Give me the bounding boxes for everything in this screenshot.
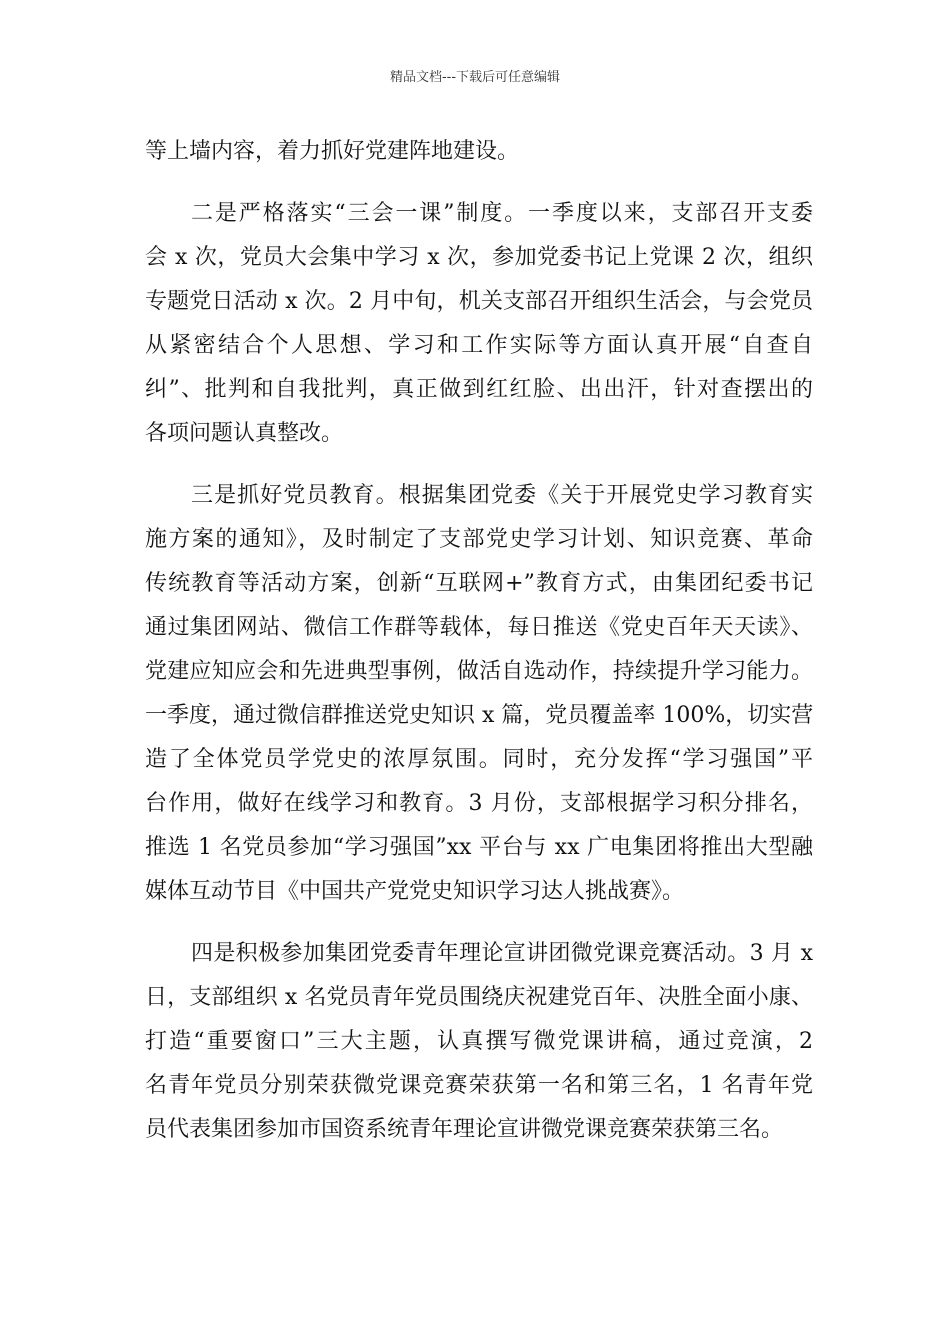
paragraph-1 [145,130,813,174]
text-line: 专题党日活动 x 次。2 月中旬，机关支部召开组织生活会，与会党员 [145,289,813,314]
document-body [145,130,813,1152]
text-line: 名青年党员分别荣获微党课竞赛荣获第一名和第三名，1 名青年党 [145,1073,813,1098]
text-line: 一季度，通过微信群推送党史知识 x 篇，党员覆盖率 100%，切实营 [145,703,814,728]
text-line: 党建应知应会和先进典型事例，做活自选动作，持续提升学习能力。 [145,659,813,684]
text-line: 施方案的通知》，及时制定了支部党史学习计划、知识竞赛、革命 [145,527,813,552]
text-line: 推选 1 名党员参加“学习强国”xx 平台与 xx 广电集团将推出大型融 [145,835,813,860]
text-line: 各项问题认真整改。 [145,421,344,446]
text-line: 纠”、批判和自我批判，真正做到红红脸、出出汗，针对查摆出的 [145,377,813,402]
text-line: 台作用，做好在线学习和教育。3 月份，支部根据学习积分排名， [145,791,813,816]
text-line: 从紧密结合个人思想、学习和工作实际等方面认真开展“自查自 [145,333,813,358]
text-line: 媒体互动节目《中国共产党党史知识学习达人挑战赛》。 [145,879,685,904]
paragraph-4 [145,932,813,1152]
text-line: 二是严格落实“三会一课”制度。一季度以来，支部召开支委 [191,201,813,226]
text-line: 三是抓好党员教育。根据集团党委《关于开展党史学习教育实 [191,483,813,508]
text-line: 会 x 次，党员大会集中学习 x 次，参加党委书记上党课 2 次，组织 [145,245,813,270]
paragraph-3 [145,474,813,914]
page-header: 精品文档---下载后可任意编辑 [389,70,561,85]
paragraph-2 [145,192,813,456]
text-line: 造了全体党员学党史的浓厚氛围。同时，充分发挥“学习强国”平 [145,747,813,772]
text-line: 通过集团网站、微信工作群等载体，每日推送《党史百年天天读》、 [145,615,813,640]
text-line: 传统教育等活动方案，创新“互联网+”教育方式，由集团纪委书记 [145,571,813,596]
text-line: 员代表集团参加市国资系统青年理论宣讲微党课竞赛荣获第三名。 [145,1117,784,1142]
text-line: 四是积极参加集团党委青年理论宣讲团微党课竞赛活动。3 月 x [191,941,813,966]
text-line: 日，支部组织 x 名党员青年党员围绕庆祝建党百年、决胜全面小康、 [145,985,813,1010]
text-line: 等上墙内容，着力抓好党建阵地建设。 [145,139,520,164]
text-line: 打造“重要窗口”三大主题，认真撰写微党课讲稿，通过竞演，2 [145,1029,813,1054]
